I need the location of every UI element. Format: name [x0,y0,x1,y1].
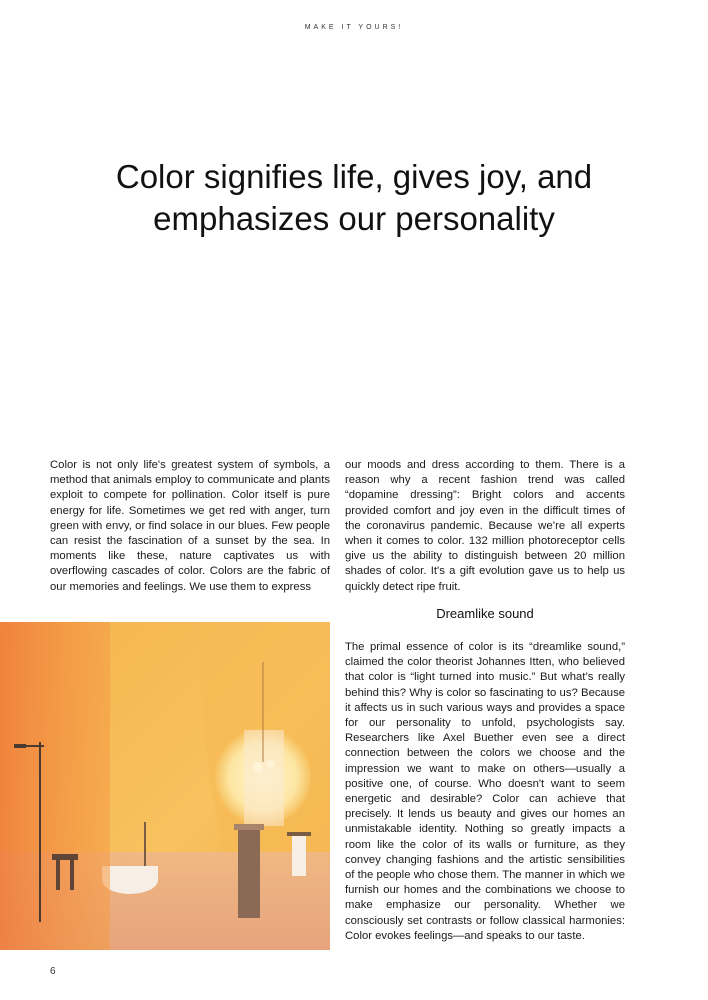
section-label: MAKE IT YOURS! [304,24,404,31]
body-paragraph-right: our moods and dress according to them. There is a reason why a recent fashion trend was called “dopamine dressing”: Bright colors and accents provided comfort and joy even in the difficult times of the coronavirus pandemic. Because we’re all experts when it comes to color. 132 million photoreceptor cells give us the ability to distinguish between 20 million shades of color. It's a gift evolution gave us to help us quickly detect ripe fruit. [345,459,625,593]
page-title: Color signifies life, gives joy, and emphasizes our personality [115,158,593,237]
bathroom-photo [0,622,330,950]
section-subheading: Dreamlike sound [436,606,534,621]
body-paragraph-left: Color is not only life's greatest system of symbols, a method that animals employ to communicate and plants exploit to compete for pollination. Color itself is pure energy for life. Sometimes we get red with anger, turn green with envy, or find solace in our blues. Few people can resist the fascination of a sunset by the sea. In moments like these, nature captivates us with overflowing cascades of color. Colors are the fabric of our memories and feelings. We use them to express [50,459,330,593]
body-paragraph-section: The primal essence of color is its “dreamlike sound,” claimed the color theorist Johannes Itten, who believed that color is “light turned into music.” But what’s really behind this? Why is color so fascinating to us? Because it affects us in such various ways and provides a space for our personality to unfold, psychologists say. Researchers like Axel Buether even see a direct connection between the colors we choose and the impression we want to make on others—usually a positive one, of course. Who doesn't want to seem energetic and desirable? Color can achieve that precisely. It lends us beauty and gives our homes an unmistakable identity. Nothing so greatly impacts a room like the color of its walls or furniture, as they convey changing fashions and the artistic sensibilities of the people who chose them. The manner in which we furnish our homes and the combinations we choose to make emphasize our personality. Whether we consciously set contrasts or follow classical harmonies: Color evokes feelings—and speaks to our taste. [345,641,625,942]
page-number: 6 [50,966,56,977]
